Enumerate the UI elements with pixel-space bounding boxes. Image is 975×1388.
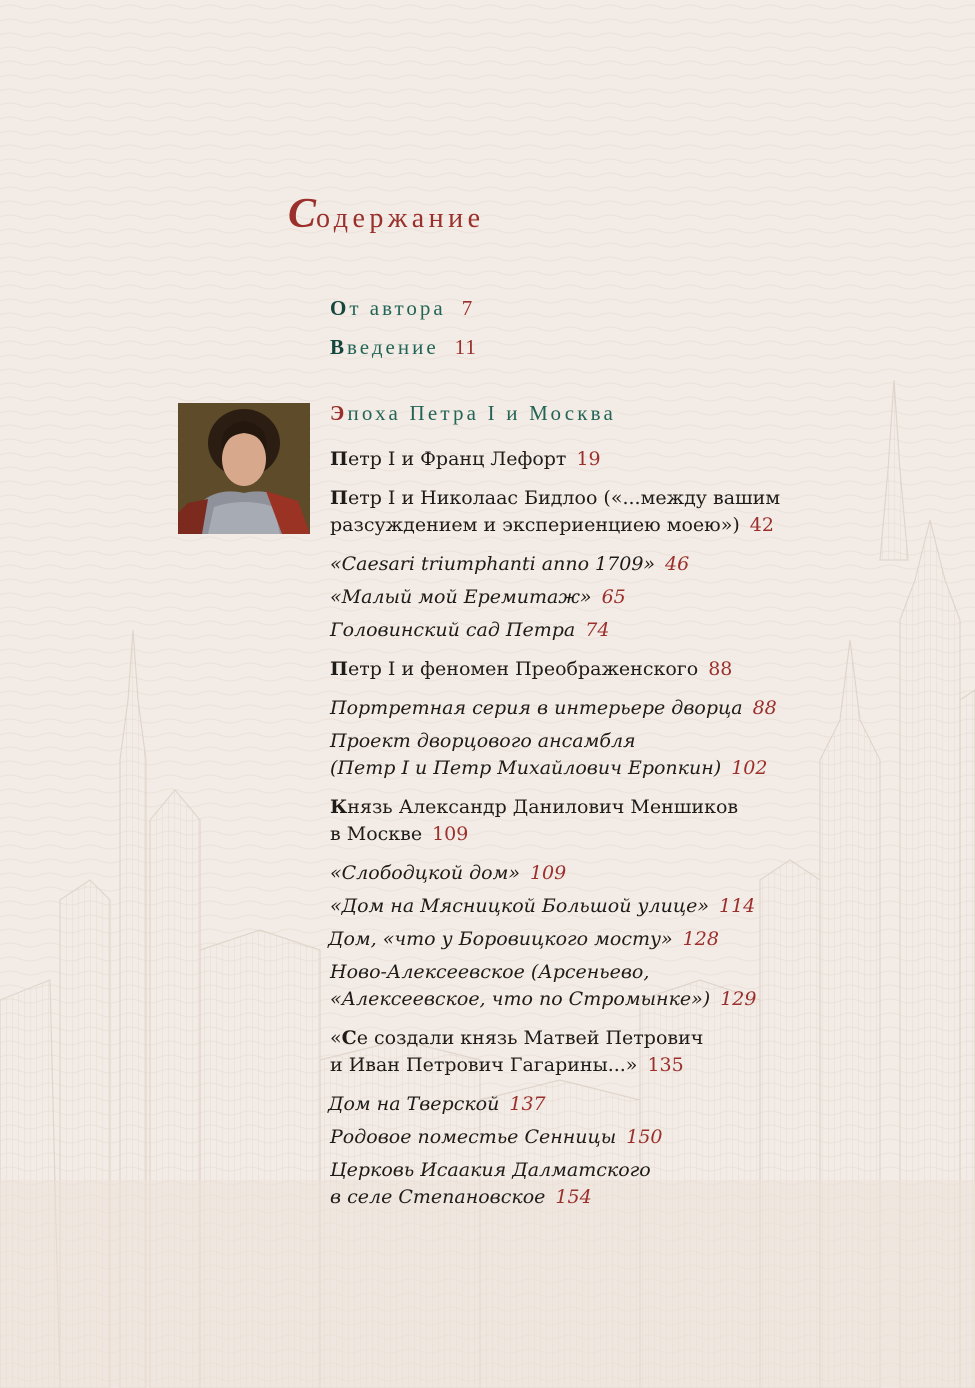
entry-page: 102 [731,757,768,779]
entry-page: 19 [576,448,601,470]
toc-entry[interactable] [330,959,756,1013]
toc-entry[interactable] [330,1124,663,1151]
entry-title: Дом, «что у Боровицкого мосту» [328,928,673,950]
entry-page: 135 [647,1054,684,1076]
entry-title: «Дом на Мясницкой Большой улице» [330,895,709,917]
entry-title-line2: (Петр I и Петр Михайлович Еропкин) [330,757,722,779]
peter-i-portrait [178,403,310,534]
toc-entry[interactable] [328,1091,546,1118]
entry-title: етр I и феномен Преображенского [347,658,699,680]
entry-page: 109 [432,823,469,845]
toc-part-initial: Э [330,401,348,425]
page-title-initial: С [288,191,317,237]
entry-page: 42 [749,514,774,536]
toc-entry[interactable] [330,695,777,722]
toc-part-heading[interactable] [330,401,616,426]
entry-title-line2: и Иван Петрович Гагарины...» [330,1054,638,1076]
entry-quote: « [330,1027,342,1049]
toc-entry[interactable] [330,728,767,782]
entry-page: 46 [665,553,690,575]
toc-author-title: т автора [349,296,446,320]
entry-title: «Слободцкой дом» [330,862,520,884]
entry-title: Дом на Тверской [328,1093,500,1115]
entry-page: 114 [718,895,756,917]
entry-title: «Caesari triumphanti anno 1709» [330,553,656,575]
toc-entry[interactable] [328,926,719,953]
toc-entry[interactable] [330,551,689,578]
toc-entry[interactable] [330,584,626,611]
toc-entry[interactable] [330,794,738,848]
entry-title: нязь Александр Данилович Меншиков [347,796,739,818]
page-title [288,190,485,238]
toc-intro-initial: В [330,335,348,359]
entry-title: Портретная серия в интерьере дворца [330,697,743,719]
entry-page: 154 [555,1186,592,1208]
entry-title-line2: в Москве [330,823,423,845]
entry-title: етр I и Франц Лефорт [347,448,567,470]
toc-entry[interactable] [330,485,780,539]
entry-title: Ново-Алексеевское (Арсеньево, [330,961,650,983]
entry-initial: П [330,448,348,470]
entry-title: Родовое поместье Сенницы [330,1126,617,1148]
toc-entry[interactable] [330,893,755,920]
entry-title: Головинский сад Петра [330,619,576,641]
entry-title: Церковь Исаакия Далматского [330,1159,651,1181]
entry-page: 109 [529,862,567,884]
entry-page: 65 [601,586,626,608]
entry-page: 137 [509,1093,546,1115]
entry-title-line2: разсуждением и экспериенциею моею») [330,514,740,536]
entry-page: 74 [585,619,610,641]
page-title-rest: одержание [316,203,485,234]
toc-intro-page: 11 [454,335,477,359]
entry-initial: П [330,487,348,509]
toc-entry[interactable] [330,617,609,644]
toc-author-page: 7 [461,296,474,320]
entry-title: Проект дворцового ансамбля [330,730,636,752]
toc-entry[interactable] [330,1157,651,1211]
entry-title: е создали князь Матвей Петрович [356,1027,704,1049]
entry-title-line2: «Алексеевское, что по Стромынке») [330,988,711,1010]
toc-author-initial: О [330,296,350,320]
toc-part-title: поха Петра I и Москва [347,401,617,425]
toc-intro-title: ведение [347,335,439,359]
entry-initial: К [330,796,348,818]
toc-entry[interactable] [330,1025,703,1079]
toc-entry[interactable] [330,656,732,683]
toc-author[interactable] [330,296,473,321]
toc-entry[interactable] [330,446,601,473]
entry-page: 88 [752,697,777,719]
entry-title: «Малый мой Еремитаж» [330,586,592,608]
entry-initial: С [341,1027,357,1049]
entry-title-line2: в селе Степановское [330,1186,546,1208]
entry-page: 150 [626,1126,663,1148]
entry-page: 129 [720,988,757,1010]
entry-page: 88 [708,658,733,680]
toc-entry[interactable] [330,860,566,887]
entry-initial: П [330,658,348,680]
entry-title: етр I и Николаас Бидлоо («...между вашим [347,487,781,509]
entry-page: 128 [682,928,719,950]
toc-intro[interactable] [330,335,477,360]
